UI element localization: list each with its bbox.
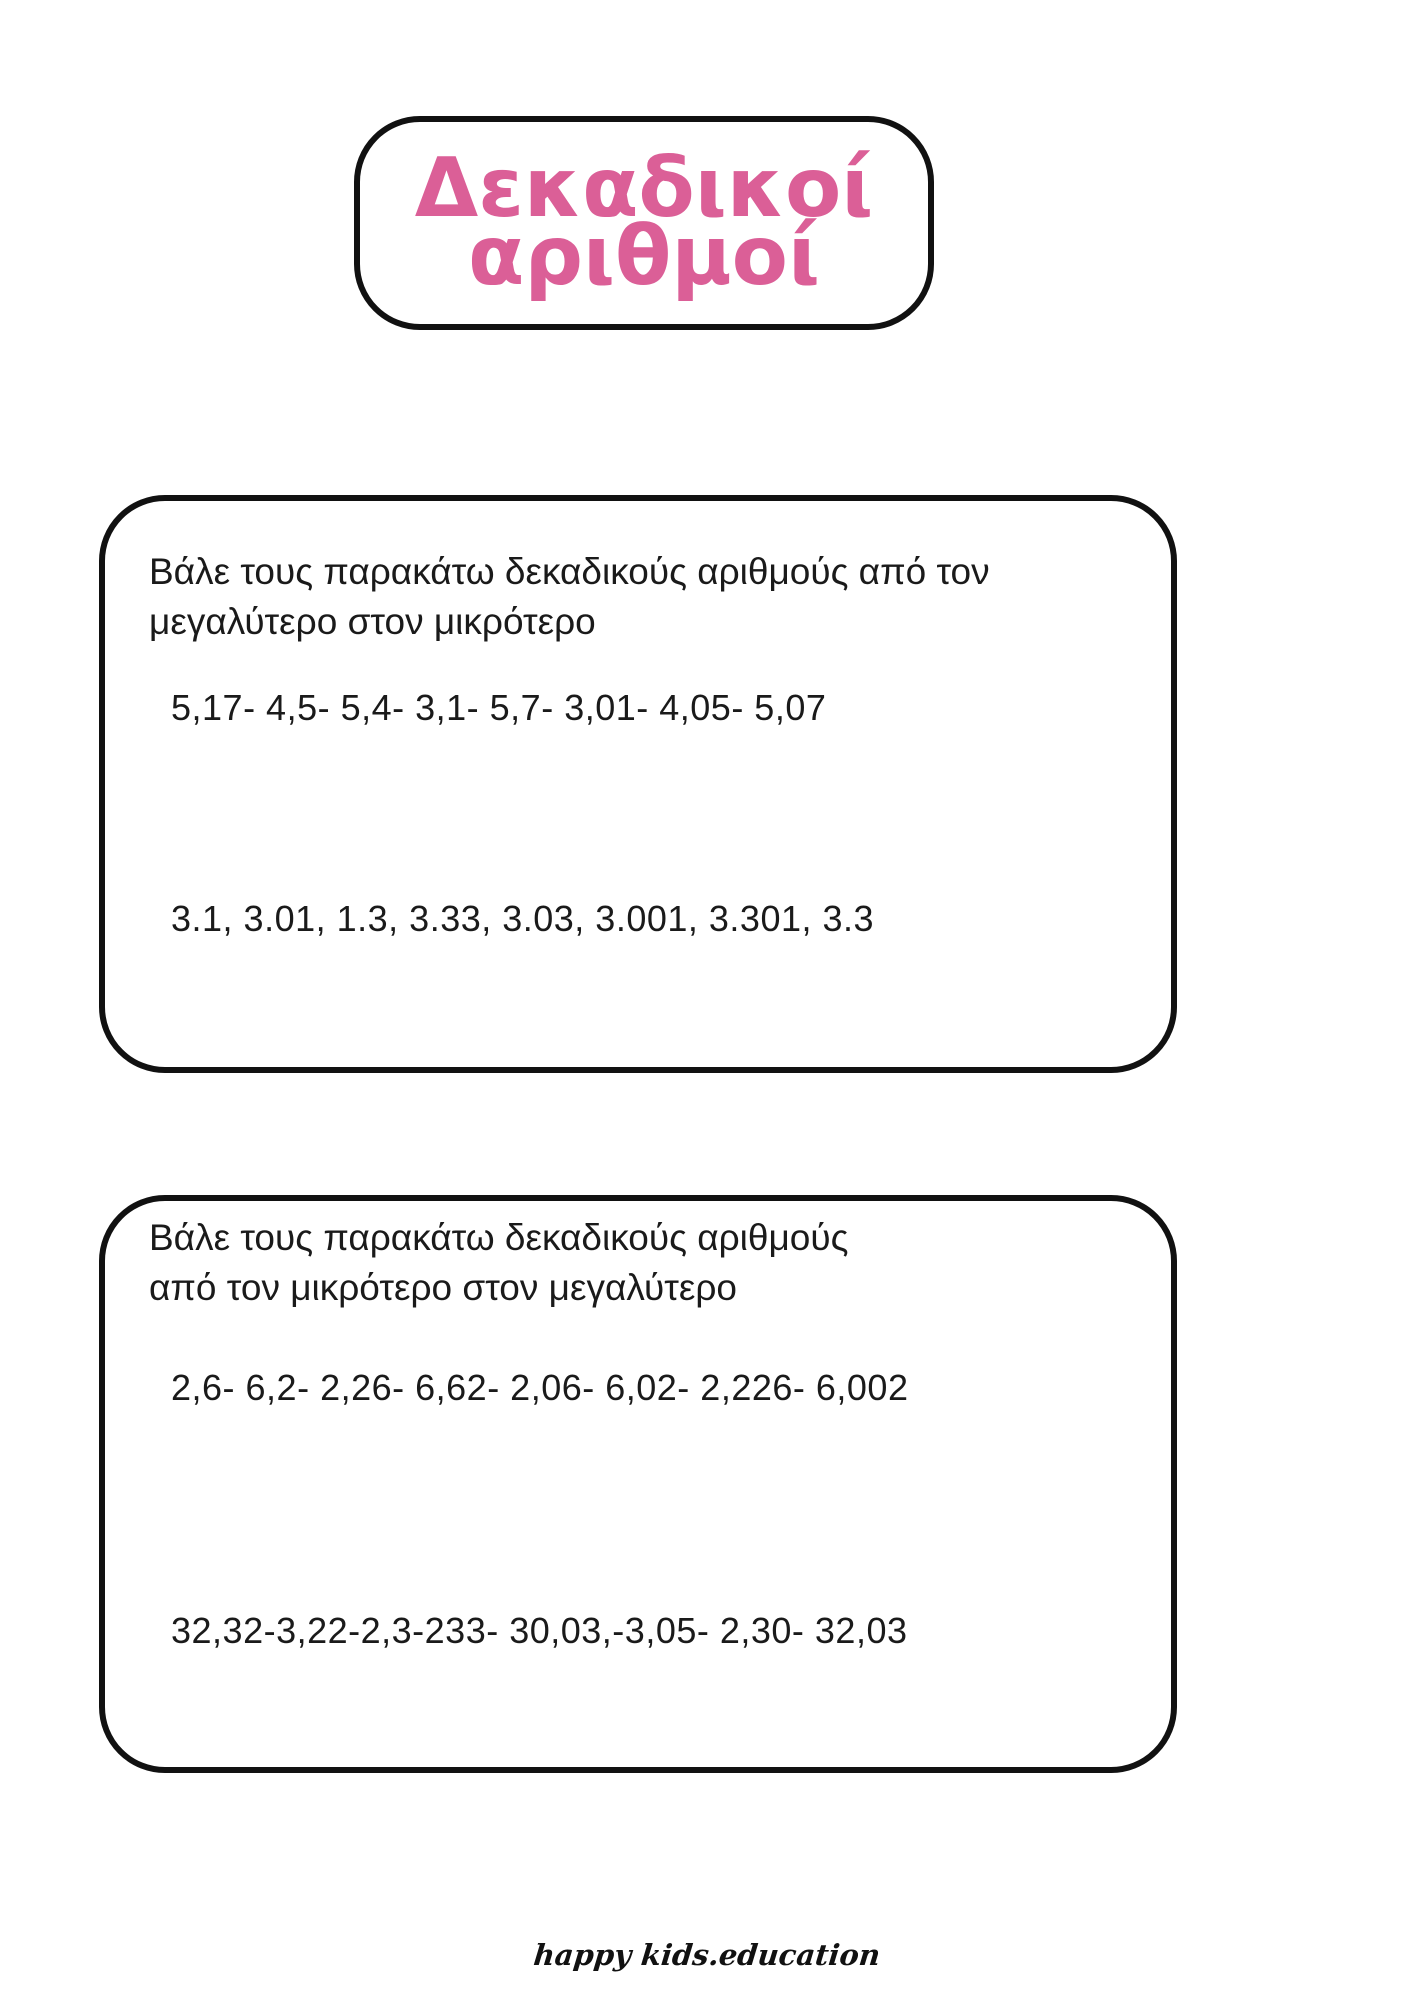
- task-box-ascending: [99, 1195, 1177, 1773]
- instruction-line: Βάλε τους παρακάτω δεκαδικούς αριθμούς: [149, 1217, 849, 1258]
- number-set: 3.1, 3.01, 1.3, 3.33, 3.03, 3.001, 3.301, 3.3: [171, 898, 875, 939]
- footer-brand: happy kids.education: [532, 1938, 882, 1972]
- title-line-1: Δεκαδικοί: [414, 141, 874, 236]
- title-line-2: αριθμοί: [468, 209, 820, 304]
- instruction-line: από τον μικρότερο στον μεγαλύτερο: [149, 1267, 737, 1308]
- instruction-line: μεγαλύτερο στον μικρότερο: [149, 601, 596, 642]
- task-instruction: [149, 547, 990, 647]
- number-set: 2,6- 6,2- 2,26- 6,62- 2,06- 6,02- 2,226- 6,002: [171, 1367, 909, 1408]
- task-instruction: [149, 1213, 848, 1313]
- number-set: 32,32-3,22-2,3-233- 30,03,-3,05- 2,30- 32,03: [171, 1610, 908, 1651]
- task-box-descending: [99, 495, 1177, 1073]
- instruction-line: Βάλε τους παρακάτω δεκαδικούς αριθμούς από τον: [149, 551, 990, 592]
- title-box: [354, 116, 934, 330]
- number-set: 5,17- 4,5- 5,4- 3,1- 5,7- 3,01- 4,05- 5,07: [171, 687, 827, 728]
